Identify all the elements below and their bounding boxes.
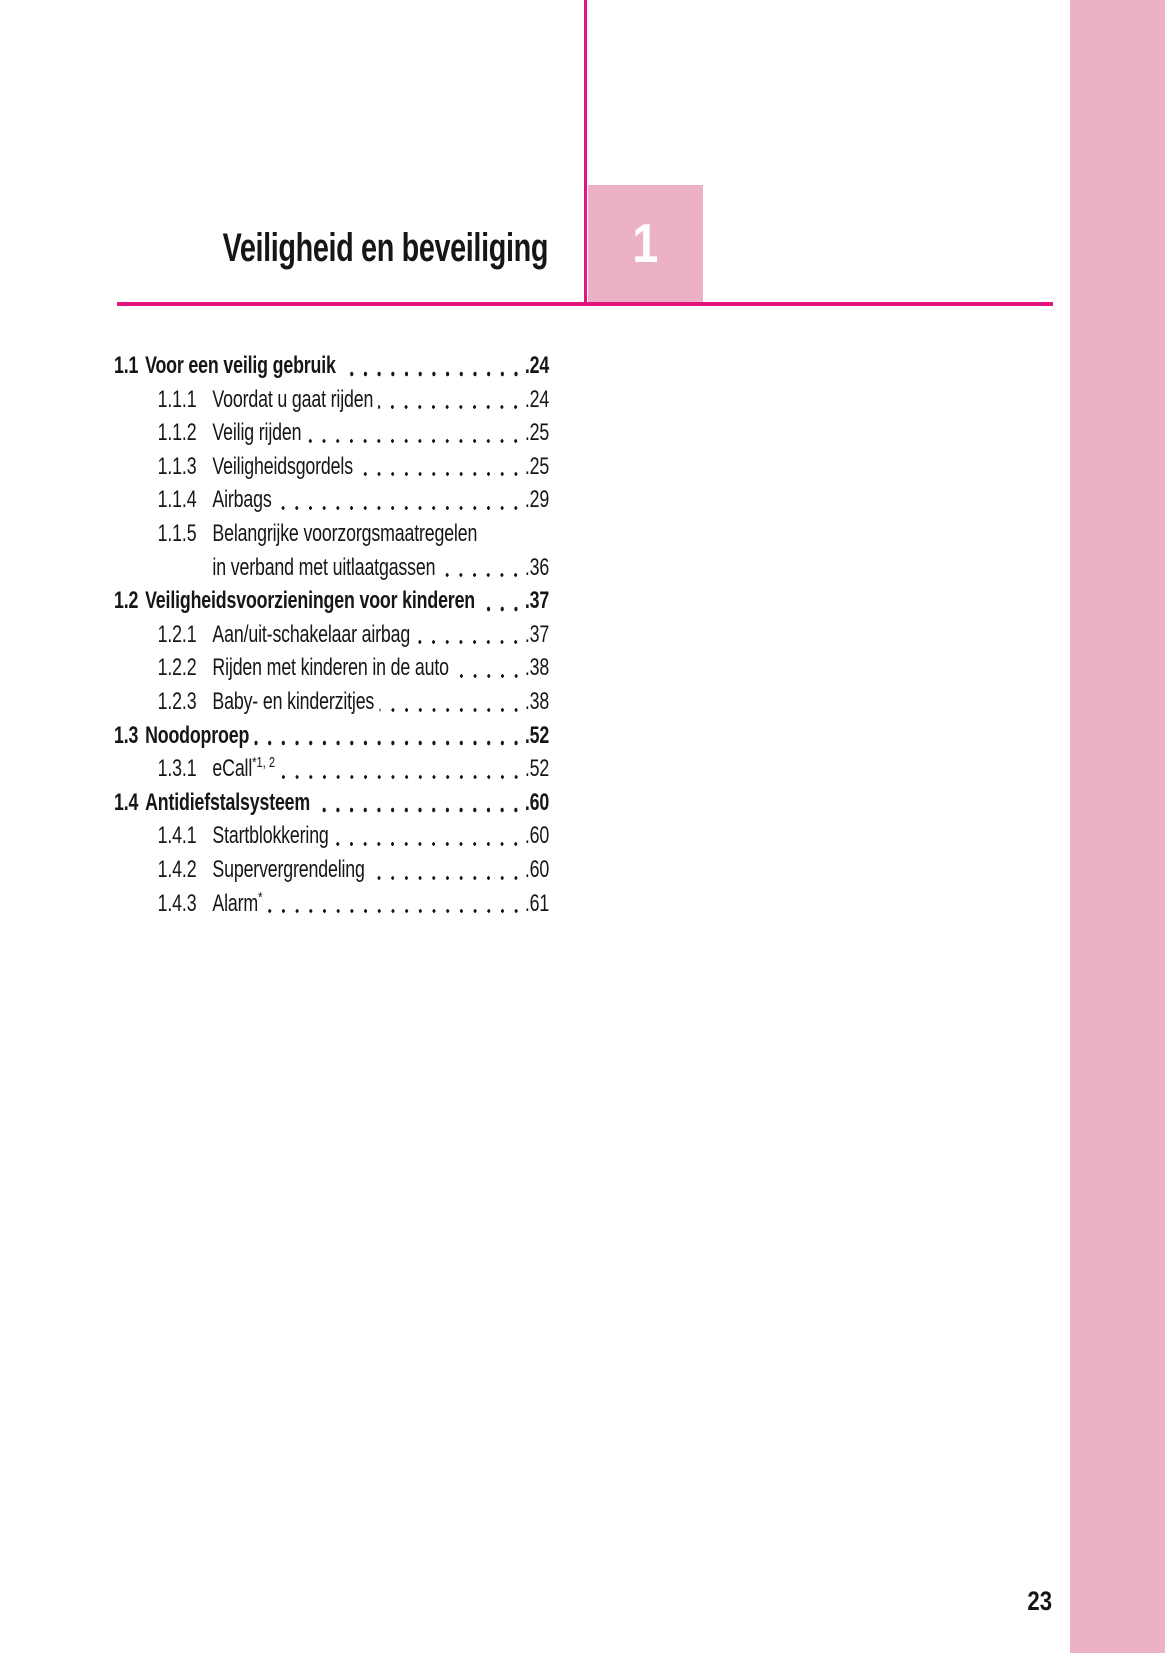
toc-row <box>114 850 549 884</box>
toc-page-number: .60 <box>524 855 550 883</box>
chapter-number: 1 <box>632 212 659 274</box>
toc-title: Veiligheidsvoorzieningen voor kinderen <box>145 587 476 615</box>
toc-row <box>114 380 549 414</box>
toc-row <box>114 783 549 817</box>
dot-leader <box>268 884 525 918</box>
dot-leader <box>315 783 524 817</box>
toc-section-number: 1.1.2 <box>157 419 197 447</box>
toc-title: Voor een veilig gebruik <box>145 352 336 379</box>
toc-title: Supervergrendeling <box>212 855 365 883</box>
toc-row <box>114 716 549 750</box>
toc-page-number: .61 <box>524 889 550 917</box>
toc-row <box>114 884 549 918</box>
toc-section-number: 1.2.3 <box>157 687 197 715</box>
toc-row <box>114 682 549 716</box>
toc-page-number: .52 <box>524 721 550 749</box>
toc-section-number: 1.3 <box>114 721 139 749</box>
toc-title: Startblokkering <box>212 822 329 850</box>
toc-page-number: .36 <box>524 553 550 581</box>
chapter-number-box <box>588 185 703 302</box>
toc-row <box>114 346 549 380</box>
dot-leader <box>378 380 524 414</box>
toc-section-number: 1.4.2 <box>157 855 197 883</box>
toc-page-number: .25 <box>524 452 550 480</box>
toc-row <box>114 514 549 548</box>
toc-row <box>114 480 549 514</box>
dot-leader <box>277 480 524 514</box>
toc-section-number: 1.1.5 <box>157 519 197 547</box>
toc-page-number: .52 <box>524 755 550 783</box>
toc-row <box>114 447 549 481</box>
dot-leader <box>379 682 524 716</box>
toc-section-number: 1.1 <box>114 352 139 379</box>
toc-row <box>114 816 549 850</box>
toc-section-number: 1.2.2 <box>157 654 197 682</box>
page-number: 23 <box>1027 1586 1052 1616</box>
toc-title: Alarm* <box>212 888 263 917</box>
toc-title: in verband met uitlaatgassen <box>212 553 436 581</box>
toc-section-number: 1.4 <box>114 788 139 816</box>
toc-section-number: 1.1.4 <box>157 486 197 514</box>
toc-page-number: .24 <box>524 352 550 379</box>
toc-title: Antidiefstalsysteem <box>145 788 311 816</box>
toc-section-number: 1.4.3 <box>157 889 197 917</box>
toc-title: Noodoproep <box>145 721 250 749</box>
toc-row <box>114 581 549 615</box>
dot-leader <box>370 850 524 884</box>
toc-row <box>114 615 549 649</box>
toc-page-number: .24 <box>524 385 550 413</box>
toc-title: Belangrijke voorzorgsmaatregelen <box>212 519 478 547</box>
toc-page-number: .37 <box>524 620 550 648</box>
dot-leader <box>307 413 525 447</box>
dot-leader <box>480 581 524 615</box>
dot-leader <box>341 346 524 380</box>
toc-title: eCall$^{*1, 2}$ <box>212 754 275 783</box>
header-horizontal-rule <box>117 302 1053 306</box>
toc-row <box>114 548 549 582</box>
dot-leader <box>454 648 524 682</box>
toc-title: Aan/uit-schakelaar airbag <box>212 620 411 648</box>
toc-page-number: .60 <box>524 788 550 816</box>
toc-page-number: .60 <box>524 822 550 850</box>
dot-leader <box>334 816 524 850</box>
dot-leader <box>254 716 524 750</box>
dot-leader <box>441 548 525 582</box>
toc-row <box>114 749 549 783</box>
chapter-edge-tab <box>1070 0 1165 1653</box>
toc-title: Veilig rijden <box>212 419 302 447</box>
toc-title: Rijden met kinderen in de auto <box>212 654 449 682</box>
toc-page-number: .38 <box>524 654 550 682</box>
page-title: Veiligheid en beveiliging <box>222 226 548 270</box>
toc-section-number: 1.2.1 <box>157 620 197 648</box>
toc-section-number: 1.3.1 <box>157 755 197 783</box>
toc-section-number: 1.4.1 <box>157 822 197 850</box>
toc-title: Airbags <box>212 486 272 514</box>
dot-leader <box>415 615 524 649</box>
toc-page-number: .29 <box>524 486 550 514</box>
toc-row <box>114 413 549 447</box>
toc-title: Voordat u gaat rijden <box>212 385 374 413</box>
toc-page-number: .25 <box>524 419 550 447</box>
toc-section-number: 1.2 <box>114 587 139 615</box>
toc-title: Veiligheidsgordels <box>212 452 353 480</box>
dot-leader <box>280 749 524 783</box>
dot-leader <box>358 447 524 481</box>
toc-title: Baby- en kinderzitjes <box>212 687 375 715</box>
toc-page-number: .37 <box>524 587 550 615</box>
table-of-contents <box>114 346 549 917</box>
toc-page-number: .38 <box>524 687 550 715</box>
toc-section-number: 1.1.3 <box>157 452 197 480</box>
header-vertical-rule <box>584 0 587 306</box>
toc-row <box>114 648 549 682</box>
toc-section-number: 1.1.1 <box>157 385 197 413</box>
